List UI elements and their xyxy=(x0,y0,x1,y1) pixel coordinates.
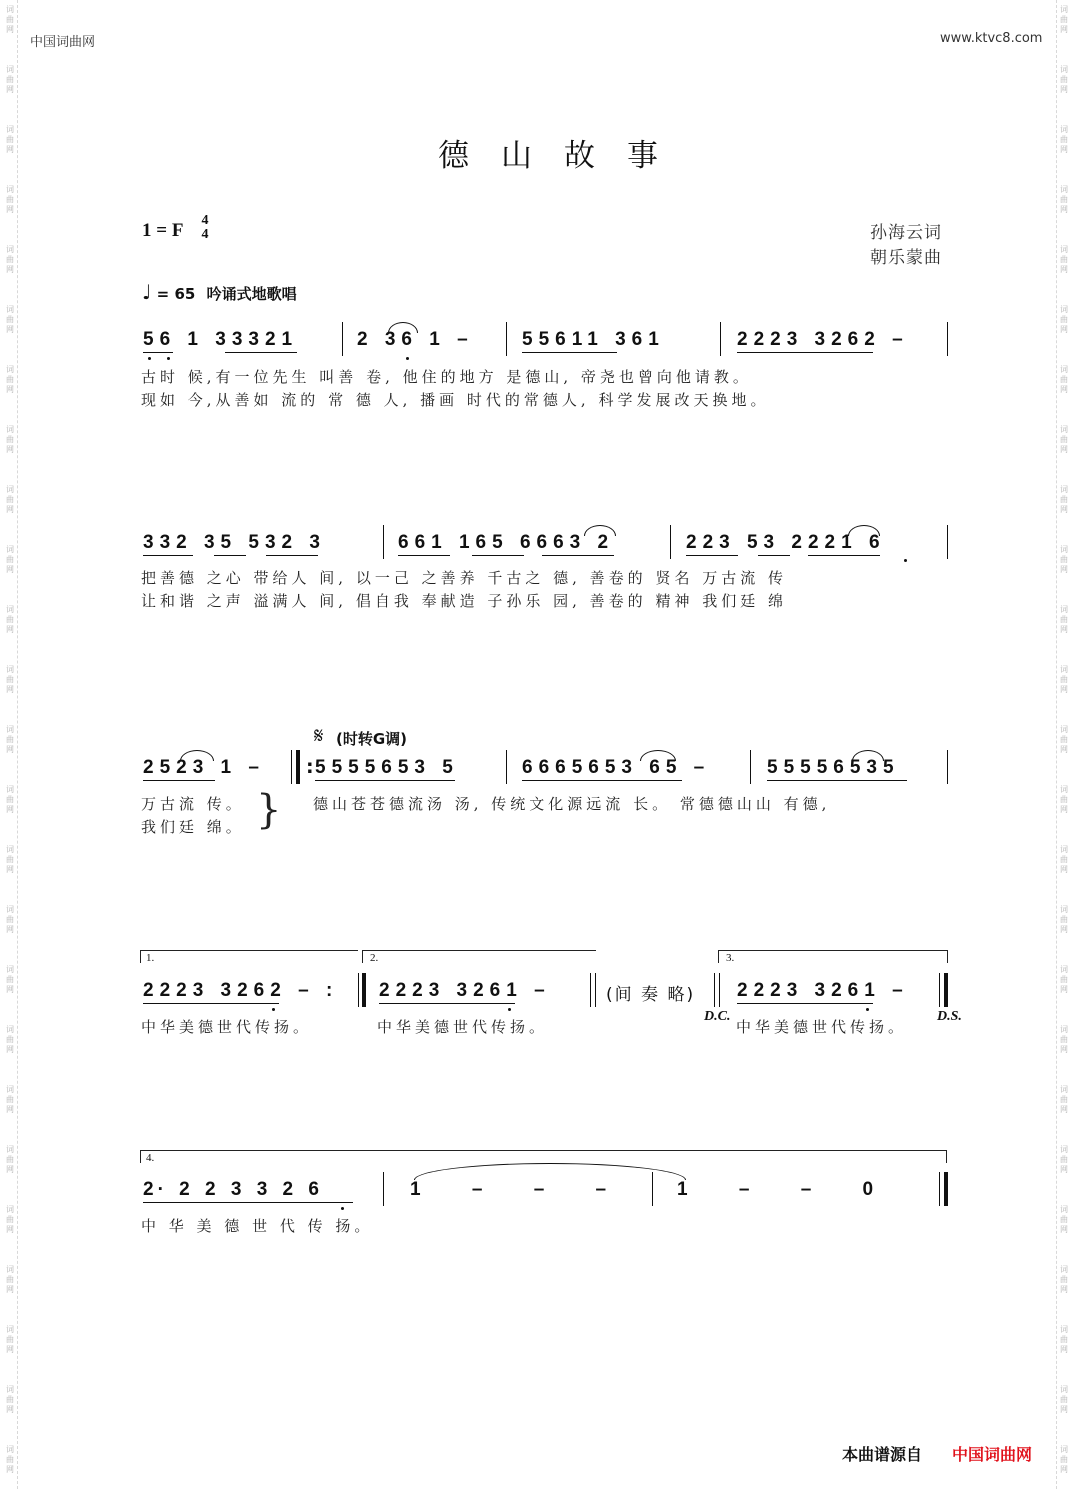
slur xyxy=(180,750,214,761)
underline-beam xyxy=(266,555,318,556)
watermark-text: 词曲网 xyxy=(6,1025,14,1054)
barline xyxy=(506,750,507,784)
underline-beam xyxy=(143,780,215,781)
row4-lyrics-ending3: 中华美德世代传扬。 xyxy=(736,1018,908,1036)
watermark-text: 词曲网 xyxy=(1060,1445,1068,1474)
verse-brace: } xyxy=(256,787,282,833)
watermark-text: 词曲网 xyxy=(1060,1205,1068,1234)
volta-bracket-3 xyxy=(718,950,948,963)
row4-lyrics-ending2: 中华美德世代传扬。 xyxy=(377,1018,549,1036)
watermark-text: 词曲网 xyxy=(1060,1325,1068,1354)
row5-measure-3: 1 – – 0 xyxy=(677,1179,880,1200)
repeat-colon: : xyxy=(306,756,314,778)
underline-beam xyxy=(398,555,450,556)
row2-lyrics-verse1: 把善德 之心 带给人 间, 以一己 之善养 千古之 德, 善卷的 贤名 万古流 传 xyxy=(141,569,787,587)
barline xyxy=(383,525,384,559)
barline xyxy=(342,322,343,356)
watermark-text: 词曲网 xyxy=(1060,725,1068,754)
watermark-text: 词曲网 xyxy=(1060,365,1068,394)
watermark-text: 词曲网 xyxy=(6,725,14,754)
row1-measure-4: 2223 3262 – xyxy=(737,329,909,350)
quarter-note-icon: ♩ xyxy=(142,280,152,304)
watermark-text: 词曲网 xyxy=(1060,1145,1068,1174)
row1-lyrics-verse1: 古时 候,有一位先生 叫善 卷, 他住的地方 是德山, 帝尧也曾向他请教。 xyxy=(141,368,752,386)
watermark-text: 词曲网 xyxy=(6,905,14,934)
barline xyxy=(590,973,591,1007)
tie xyxy=(414,1163,686,1180)
watermark-text: 词曲网 xyxy=(1060,125,1068,154)
slur xyxy=(640,750,676,761)
time-denominator: 4 xyxy=(201,227,209,242)
row2-measure-2: 661 165 6663 2 xyxy=(398,532,615,553)
tempo-value: = 65 xyxy=(156,285,196,303)
low-octave-dot xyxy=(508,1008,511,1011)
time-numerator: 4 xyxy=(201,213,209,228)
watermark-text: 词曲网 xyxy=(6,125,14,154)
interlude-note: (间 奏 略) xyxy=(606,985,696,1005)
row2-lyrics-verse2: 让和谐 之声 溢满人 间, 倡自我 奉献造 子孙乐 园, 善卷的 精神 我们廷 绵 xyxy=(141,592,787,610)
site-url-right: www.ktvc8.com xyxy=(940,31,1043,46)
watermark-text: 词曲网 xyxy=(6,5,14,34)
underline-beam xyxy=(758,555,790,556)
tempo-style: 吟诵式地歌唱 xyxy=(206,285,297,303)
slur xyxy=(388,322,418,333)
row3-measure-1: 2523 1 – xyxy=(143,757,265,778)
slur xyxy=(584,525,616,536)
underline-beam xyxy=(522,780,682,781)
underline-beam xyxy=(472,555,524,556)
barline xyxy=(939,973,940,1007)
watermark-text: 词曲网 xyxy=(6,485,14,514)
watermark-text: 词曲网 xyxy=(6,185,14,214)
site-name-left: 中国词曲网 xyxy=(30,35,96,50)
watermark-text: 词曲网 xyxy=(1060,485,1068,514)
volta-bracket-4 xyxy=(140,1150,947,1163)
watermark-text: 词曲网 xyxy=(6,1325,14,1354)
barline xyxy=(595,973,596,1007)
modulation-note: (时转G调) xyxy=(336,730,408,748)
volta-number-2: 2. xyxy=(370,952,379,964)
slur xyxy=(848,525,880,536)
watermark-text: 词曲网 xyxy=(6,365,14,394)
row5-measure-2: 1 – – – xyxy=(410,1179,613,1200)
watermark-text: 词曲网 xyxy=(1060,1025,1068,1054)
watermark-text: 词曲网 xyxy=(1060,185,1068,214)
volta-number-3: 3. xyxy=(726,952,735,964)
low-octave-dot xyxy=(341,1207,344,1210)
da-capo-marking: D.C. xyxy=(704,1009,731,1024)
barline xyxy=(383,1172,384,1206)
watermark-text: 词曲网 xyxy=(6,65,14,94)
volta-number-1: 1. xyxy=(146,952,155,964)
footer-source-label: 本曲谱源自 xyxy=(842,1445,923,1464)
watermark-text: 词曲网 xyxy=(6,965,14,994)
underline-beam xyxy=(808,555,880,556)
key-signature: 1 = F xyxy=(142,220,184,241)
watermark-text: 词曲网 xyxy=(6,425,14,454)
row2-measure-1: 332 35 532 3 xyxy=(143,532,326,553)
watermark-text: 词曲网 xyxy=(1060,965,1068,994)
barline xyxy=(714,973,715,1007)
row5-lyrics: 中 华 美 德 世 代 传 扬。 xyxy=(141,1217,374,1235)
slur xyxy=(852,750,884,761)
row3-lyrics-verse1: 万古流 传。 xyxy=(141,795,245,813)
watermark-text: 词曲网 xyxy=(1060,1385,1068,1414)
barline xyxy=(939,1172,940,1206)
watermark-text: 词曲网 xyxy=(1060,65,1068,94)
song-title: 德山故事 xyxy=(438,138,690,174)
row5-measure-1: 2· 2 2 3 3 2 6 xyxy=(143,1179,323,1200)
underline-beam xyxy=(143,555,193,556)
barline xyxy=(670,525,671,559)
watermark-text: 词曲网 xyxy=(6,605,14,634)
watermark-text: 词曲网 xyxy=(6,1205,14,1234)
row3-measure-3: 6665653 65 – xyxy=(522,757,711,778)
underline-beam xyxy=(143,352,173,353)
low-octave-dot xyxy=(866,1008,869,1011)
watermark-text: 词曲网 xyxy=(6,305,14,334)
barline xyxy=(291,750,292,784)
underline-beam xyxy=(737,1003,873,1004)
barline xyxy=(947,525,948,559)
watermark-text: 词曲网 xyxy=(6,1085,14,1114)
row1-lyrics-verse2: 现如 今,从善如 流的 常 德 人, 播画 时代的常德人, 科学发展改天换地。 xyxy=(141,391,770,409)
composer: 朝乐蒙曲 xyxy=(870,248,942,268)
row1-measure-3: 55611 361 xyxy=(522,329,665,350)
volta-bracket-1 xyxy=(140,950,358,963)
row3-measure-2: 5555653 5 xyxy=(315,757,459,778)
low-octave-dot xyxy=(167,357,170,360)
watermark-text: 词曲网 xyxy=(6,1385,14,1414)
low-octave-dot xyxy=(406,357,409,360)
underline-beam xyxy=(225,352,297,353)
underline-beam xyxy=(686,555,738,556)
watermark-text: 词曲网 xyxy=(1060,665,1068,694)
watermark-text: 词曲网 xyxy=(1060,5,1068,34)
volta-bracket-2 xyxy=(362,950,596,963)
barline xyxy=(720,322,721,356)
watermark-text: 词曲网 xyxy=(6,1145,14,1174)
watermark-text: 词曲网 xyxy=(1060,305,1068,334)
watermark-text: 词曲网 xyxy=(1060,785,1068,814)
barline xyxy=(358,973,359,1007)
watermark-text: 词曲网 xyxy=(6,1445,14,1474)
watermark-text: 词曲网 xyxy=(6,545,14,574)
underline-beam xyxy=(143,1003,279,1004)
row2-measure-3: 223 53 2221 6 xyxy=(686,532,886,553)
watermark-text: 词曲网 xyxy=(6,785,14,814)
tempo-marking xyxy=(142,280,297,304)
barline xyxy=(719,973,720,1007)
dal-segno-marking: D.S. xyxy=(937,1009,962,1024)
repeat-end-barline xyxy=(362,973,366,1007)
row4-measure-2: 2223 3261 – xyxy=(379,980,551,1001)
watermark-text: 词曲网 xyxy=(1060,245,1068,274)
segno-sign: 𝄋 xyxy=(314,724,324,749)
watermark-text: 词曲网 xyxy=(6,245,14,274)
repeat-start-barline xyxy=(296,750,300,784)
watermark-text: 词曲网 xyxy=(1060,605,1068,634)
underline-beam xyxy=(542,555,614,556)
watermark-text: 词曲网 xyxy=(1060,1085,1068,1114)
low-octave-dot xyxy=(904,559,907,562)
underline-beam xyxy=(143,1202,353,1203)
row4-measure-3: 2223 3261 – xyxy=(737,980,909,1001)
watermark-text: 词曲网 xyxy=(6,1265,14,1294)
row4-lyrics-ending1: 中华美德世代传扬。 xyxy=(141,1018,313,1036)
final-barline xyxy=(944,973,948,1007)
barline xyxy=(750,750,751,784)
barline xyxy=(947,322,948,356)
watermark-text: 词曲网 xyxy=(1060,845,1068,874)
barline xyxy=(506,322,507,356)
low-octave-dot xyxy=(148,357,151,360)
underline-beam xyxy=(379,1003,515,1004)
row3-lyrics-verse2: 我们廷 绵。 xyxy=(141,818,245,836)
underline-beam xyxy=(522,352,617,353)
time-signature xyxy=(199,214,211,242)
underline-beam xyxy=(767,780,907,781)
row4-measure-1: 2223 3262 – : xyxy=(143,980,339,1001)
lyricist: 孙海云词 xyxy=(870,223,942,243)
row1-measure-1: 56 1 33321 xyxy=(143,329,299,350)
watermark-text: 词曲网 xyxy=(1060,425,1068,454)
row3-measure-4: 55556535 xyxy=(767,757,900,778)
watermark-text: 词曲网 xyxy=(6,845,14,874)
underline-beam xyxy=(315,780,455,781)
watermark-text: 词曲网 xyxy=(1060,1265,1068,1294)
row3-lyrics-refrain: 德山苍苍德流汤 汤, 传统文化源远流 长。 常德德山山 有德, xyxy=(313,795,831,813)
row1-measure-2: 2 36 1 – xyxy=(357,329,474,350)
watermark-text: 词曲网 xyxy=(1060,905,1068,934)
volta-number-4: 4. xyxy=(146,1152,155,1164)
final-barline xyxy=(944,1172,948,1206)
watermark-text: 词曲网 xyxy=(6,665,14,694)
watermark-text: 词曲网 xyxy=(1060,545,1068,574)
low-octave-dot xyxy=(272,1008,275,1011)
footer-brand[interactable]: 中国词曲网 xyxy=(952,1445,1033,1464)
barline xyxy=(947,750,948,784)
underline-beam xyxy=(214,555,246,556)
underline-beam xyxy=(737,352,873,353)
